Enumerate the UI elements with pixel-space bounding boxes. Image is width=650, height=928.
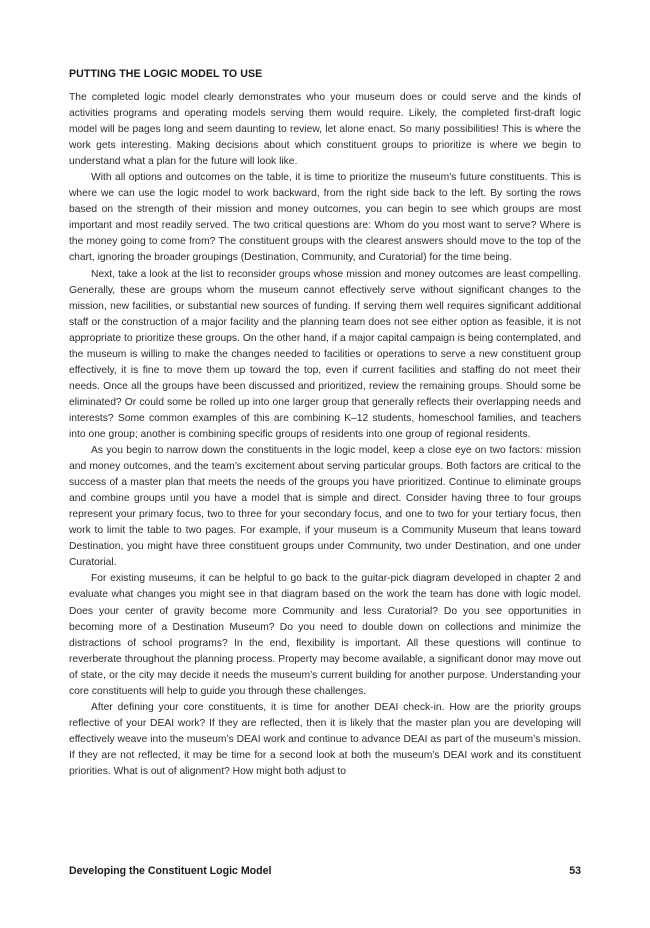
footer-chapter-title: Developing the Constituent Logic Model <box>69 865 272 877</box>
paragraph: After defining your core constituents, it is time for another DEAI check-in. How are the priority groups reflective of your DEAI work? If they are reflected, then it is likely that the master plan you are developing will effectively weave into the museum’s DEAI work and continue to advance DEAI as part of the museum’s mission. If they are not reflected, it may be time for a second look at both the museum’s DEAI work and its constituent priorities. What is out of alignment? How might both adjust to <box>69 701 581 777</box>
paragraph: As you begin to narrow down the constituents in the logic model, keep a close eye on two factors: mission and money outcomes, and the team’s excitement about serving particular groups. Both factors are critical to the success of a master plan that meets the needs of the groups you have prioritized. Continue to eliminate groups and combine groups until you have a model that is simple and direct. Consider having three to four groups represent your primary focus, two to three for your secondary focus, and one to two for your tertiary focus, then work to limit the table to two pages. For example, if your museum is a Community Museum that leans toward Destination, you might have three constituent groups under Community, two under Destination, and one under Curatorial. <box>69 445 581 569</box>
page-number: 53 <box>569 865 581 877</box>
page-body <box>69 68 581 780</box>
section-heading: PUTTING THE LOGIC MODEL TO USE <box>69 68 263 80</box>
paragraph: Next, take a look at the list to reconsider groups whose mission and money outcomes are least compelling. Generally, these are groups whom the museum cannot effectively serve without significant changes to the mission, new facilities, or substantial new sources of funding. If serving them well requires significant additional staff or the construction of a major facility and the planning team does not see either option as feasible, it is not appropriate to prioritize these groups. On the other hand, if a major capital campaign is being contemplated, and the museum is willing to make the changes needed to facilities or operations to serve a new constituent group effectively, it is fine to move them up toward the top, even if current facilities and staffing do not meet their needs. Once all the groups have been discussed and prioritized, review the remaining groups. Should some be eliminated? Or could some be rolled up into one larger group that generally reflects their overlapping needs and interests? Some common examples of this are combining K–12 students, homeschool families, and teachers into one group; another is combining specific groups of residents into one group of regional residents. <box>69 268 581 440</box>
paragraph: For existing museums, it can be helpful to go back to the guitar-pick diagram developed in chapter 2 and evaluate what changes you might see in that diagram based on the work the team has done with logic model. Does your center of gravity become more Community and less Curatorial? Do you see opportunities in becoming more of a Destination Museum? Do you need to double down on collections and minimize the distractions of school programs? In the end, flexibility is important. All these questions will continue to reverberate throughout the planning process. Property may become available, a significant donor may move out of state, or the city may decide it needs the museum’s current building for another purpose. Understanding your core constituents will help to guide you through these challenges. <box>69 573 581 697</box>
paragraph: The completed logic model clearly demonstrates who your museum does or could serve and the kinds of activities programs and operating models serving them would require. Likely, the completed first-draft logic model will be pages long and seem daunting to review, let alone enact. So many possibilities! This is where the work gets interesting. Making decisions about which constituent groups to prioritize is where we begin to understand what a plan for the future will look like. <box>69 92 581 168</box>
paragraph: With all options and outcomes on the table, it is time to prioritize the museum’s future constituents. This is where we can use the logic model to work backward, from the right side back to the left. By sorting the rows based on the strength of their mission and money outcomes, you can begin to see which groups are most important and most readily served. The two critical questions are: Whom do you most want to serve? Where is the money going to come from? The constituent groups with the clearest answers should move to the top of the chart, ignoring the broader groupings (Destination, Community, and Curatorial) for the time being. <box>69 172 581 264</box>
running-footer <box>69 865 581 881</box>
